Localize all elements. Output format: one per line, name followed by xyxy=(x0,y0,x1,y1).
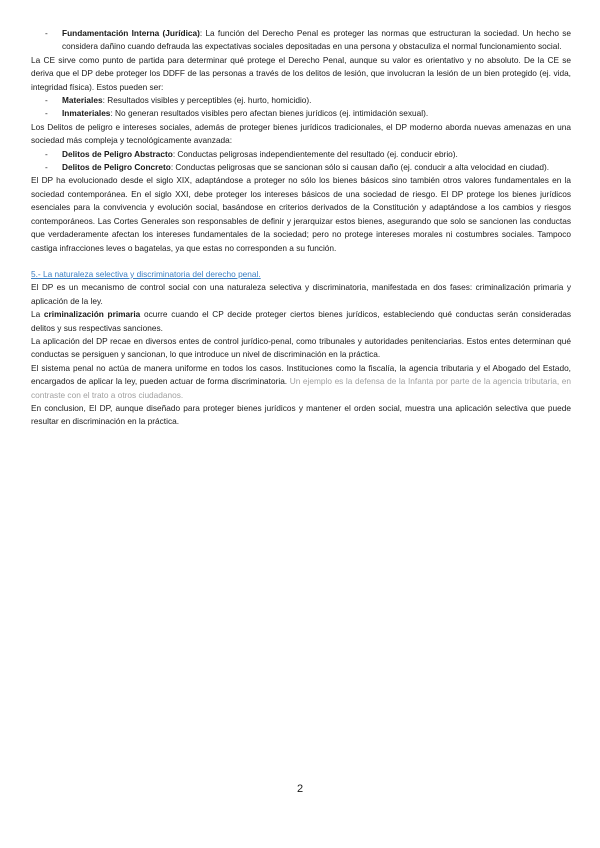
bullet-term: Materiales xyxy=(62,95,103,106)
bullet-dash: - xyxy=(45,162,48,173)
paragraph: La aplicación del DP recae en diversos entes de control jurídico-penal, como tribunales y autoridades penitenciarias. Estos entes determinan qué conductas se persiguen y sancionan, lo que introduce un nivel de discriminación en la práctica. xyxy=(31,335,571,360)
paragraph: El DP es un mecanismo de control social con una naturaleza selectiva y discriminatoria, manifestada en dos fases: criminalización primaria y aplicación de la ley. xyxy=(31,282,571,306)
bullet-text: : Resultados visibles y perceptibles (ej. hurto, homicidio). xyxy=(102,95,312,106)
paragraph-text: ocurre cuando el CP decide proteger ciertos bienes jurídicos, estableciendo qué conductas serán consideradas delitos y sus respectivas sanciones. xyxy=(31,309,571,333)
bullet-item xyxy=(31,107,571,120)
bullet-dash: - xyxy=(45,108,48,119)
paragraph: Los Delitos de peligro e intereses sociales, además de proteger bienes jurídicos tradicionales, el DP moderno aborda nuevas amenazas en una sociedad más compleja y tecnológicamente avanzada: xyxy=(31,121,571,146)
bullet-term: Delitos de Peligro Abstracto xyxy=(62,148,173,159)
document-page xyxy=(31,27,571,429)
bullet-dash: - xyxy=(45,28,48,38)
bullet-item xyxy=(31,27,571,54)
bullet-item xyxy=(31,94,571,107)
paragraph: En conclusion, El DP, aunque diseñado para proteger bienes jurídicos y mantener el orden social, muestra una aplicación selectiva que puede resultar en discriminación en la práctica. xyxy=(31,402,571,427)
paragraph: El DP ha evolucionado desde el siglo XIX, adaptándose a proteger no sólo los bienes básicos sino también otros valores fundamentales en la sociedad contemporánea. En el siglo XXI, debe proteger los intereses básicos de una sociedad de riesgo. El DP protege los bienes jurídicos esenciales para la convivencia y evolución social, basándose en criterios derivados de la Constitución y adaptándose a los cambios y riesgos contemporáneos. Las Cortes Generales son responsables de definir y jerarquizar estos bienes, asegurando que solo se sancionen las conductas que verdaderamente afectan los intereses fundamentales de la sociedad; pero no protege intereses morales ni costumbres sociales. Tampoco castiga infracciones leves o bagatelas, ya que estas no corresponden a su función. xyxy=(31,175,571,253)
paragraph xyxy=(31,362,571,402)
paragraph-text: El sistema penal no actúa de manera uniforme en todos los casos. Instituciones como la fiscalía, la agencia tributaria y el Abogado del Estado, encargados de aplicar la ley, pueden actuar de forma discriminatoria. xyxy=(31,362,571,387)
bullet-term: Delitos de Peligro Concreto xyxy=(62,162,171,173)
bullet-text: : La función del Derecho Penal es proteger las normas que estructuran la sociedad. Un hecho se considera dañino cuando defrauda las expectativas sociales depositadas en una persona y obstaculiza el normal funcionamiento social. xyxy=(62,28,572,52)
bullet-item xyxy=(31,148,571,161)
bullet-term: Fundamentación Interna (Jurídica) xyxy=(62,28,200,38)
section-heading: 5.- La naturaleza selectiva y discriminatoria del derecho penal. xyxy=(31,268,261,279)
bold-term: criminalización primaria xyxy=(43,309,141,320)
bullet-dash: - xyxy=(45,148,48,159)
greyed-text: Un ejemplo es la defensa de la Infanta por parte de la agencia tributaria, en contraste con el trato a otros ciudadanos. xyxy=(31,376,571,400)
bullet-dash: - xyxy=(45,95,48,106)
bullet-text: : No generan resultados visibles pero afectan bienes jurídicos (ej. intimidación sexual). xyxy=(110,108,429,119)
bullet-text: : Conductas peligrosas independientemente del resultado (ej. conducir ebrio). xyxy=(172,148,458,159)
paragraph-text: La xyxy=(31,309,44,320)
bullet-text: : Conductas peligrosas que se sancionan sólo si causan daño (ej. conducir a alta velocidad en ciudad). xyxy=(170,162,550,173)
paragraph xyxy=(31,308,571,335)
page-number: 2 xyxy=(296,783,304,795)
bullet-term: Inmateriales xyxy=(62,108,111,119)
bullet-item xyxy=(31,161,571,174)
paragraph: La CE sirve como punto de partida para determinar qué protege el Derecho Penal, aunque su valor es orientativo y no absoluto. De la CE se deriva que el DP debe proteger los DDFF de las personas a través de los delitos de lesión, que involucran la lesión de un bien protegido (ej. vida, integridad física). Estos pueden ser: xyxy=(31,54,571,92)
